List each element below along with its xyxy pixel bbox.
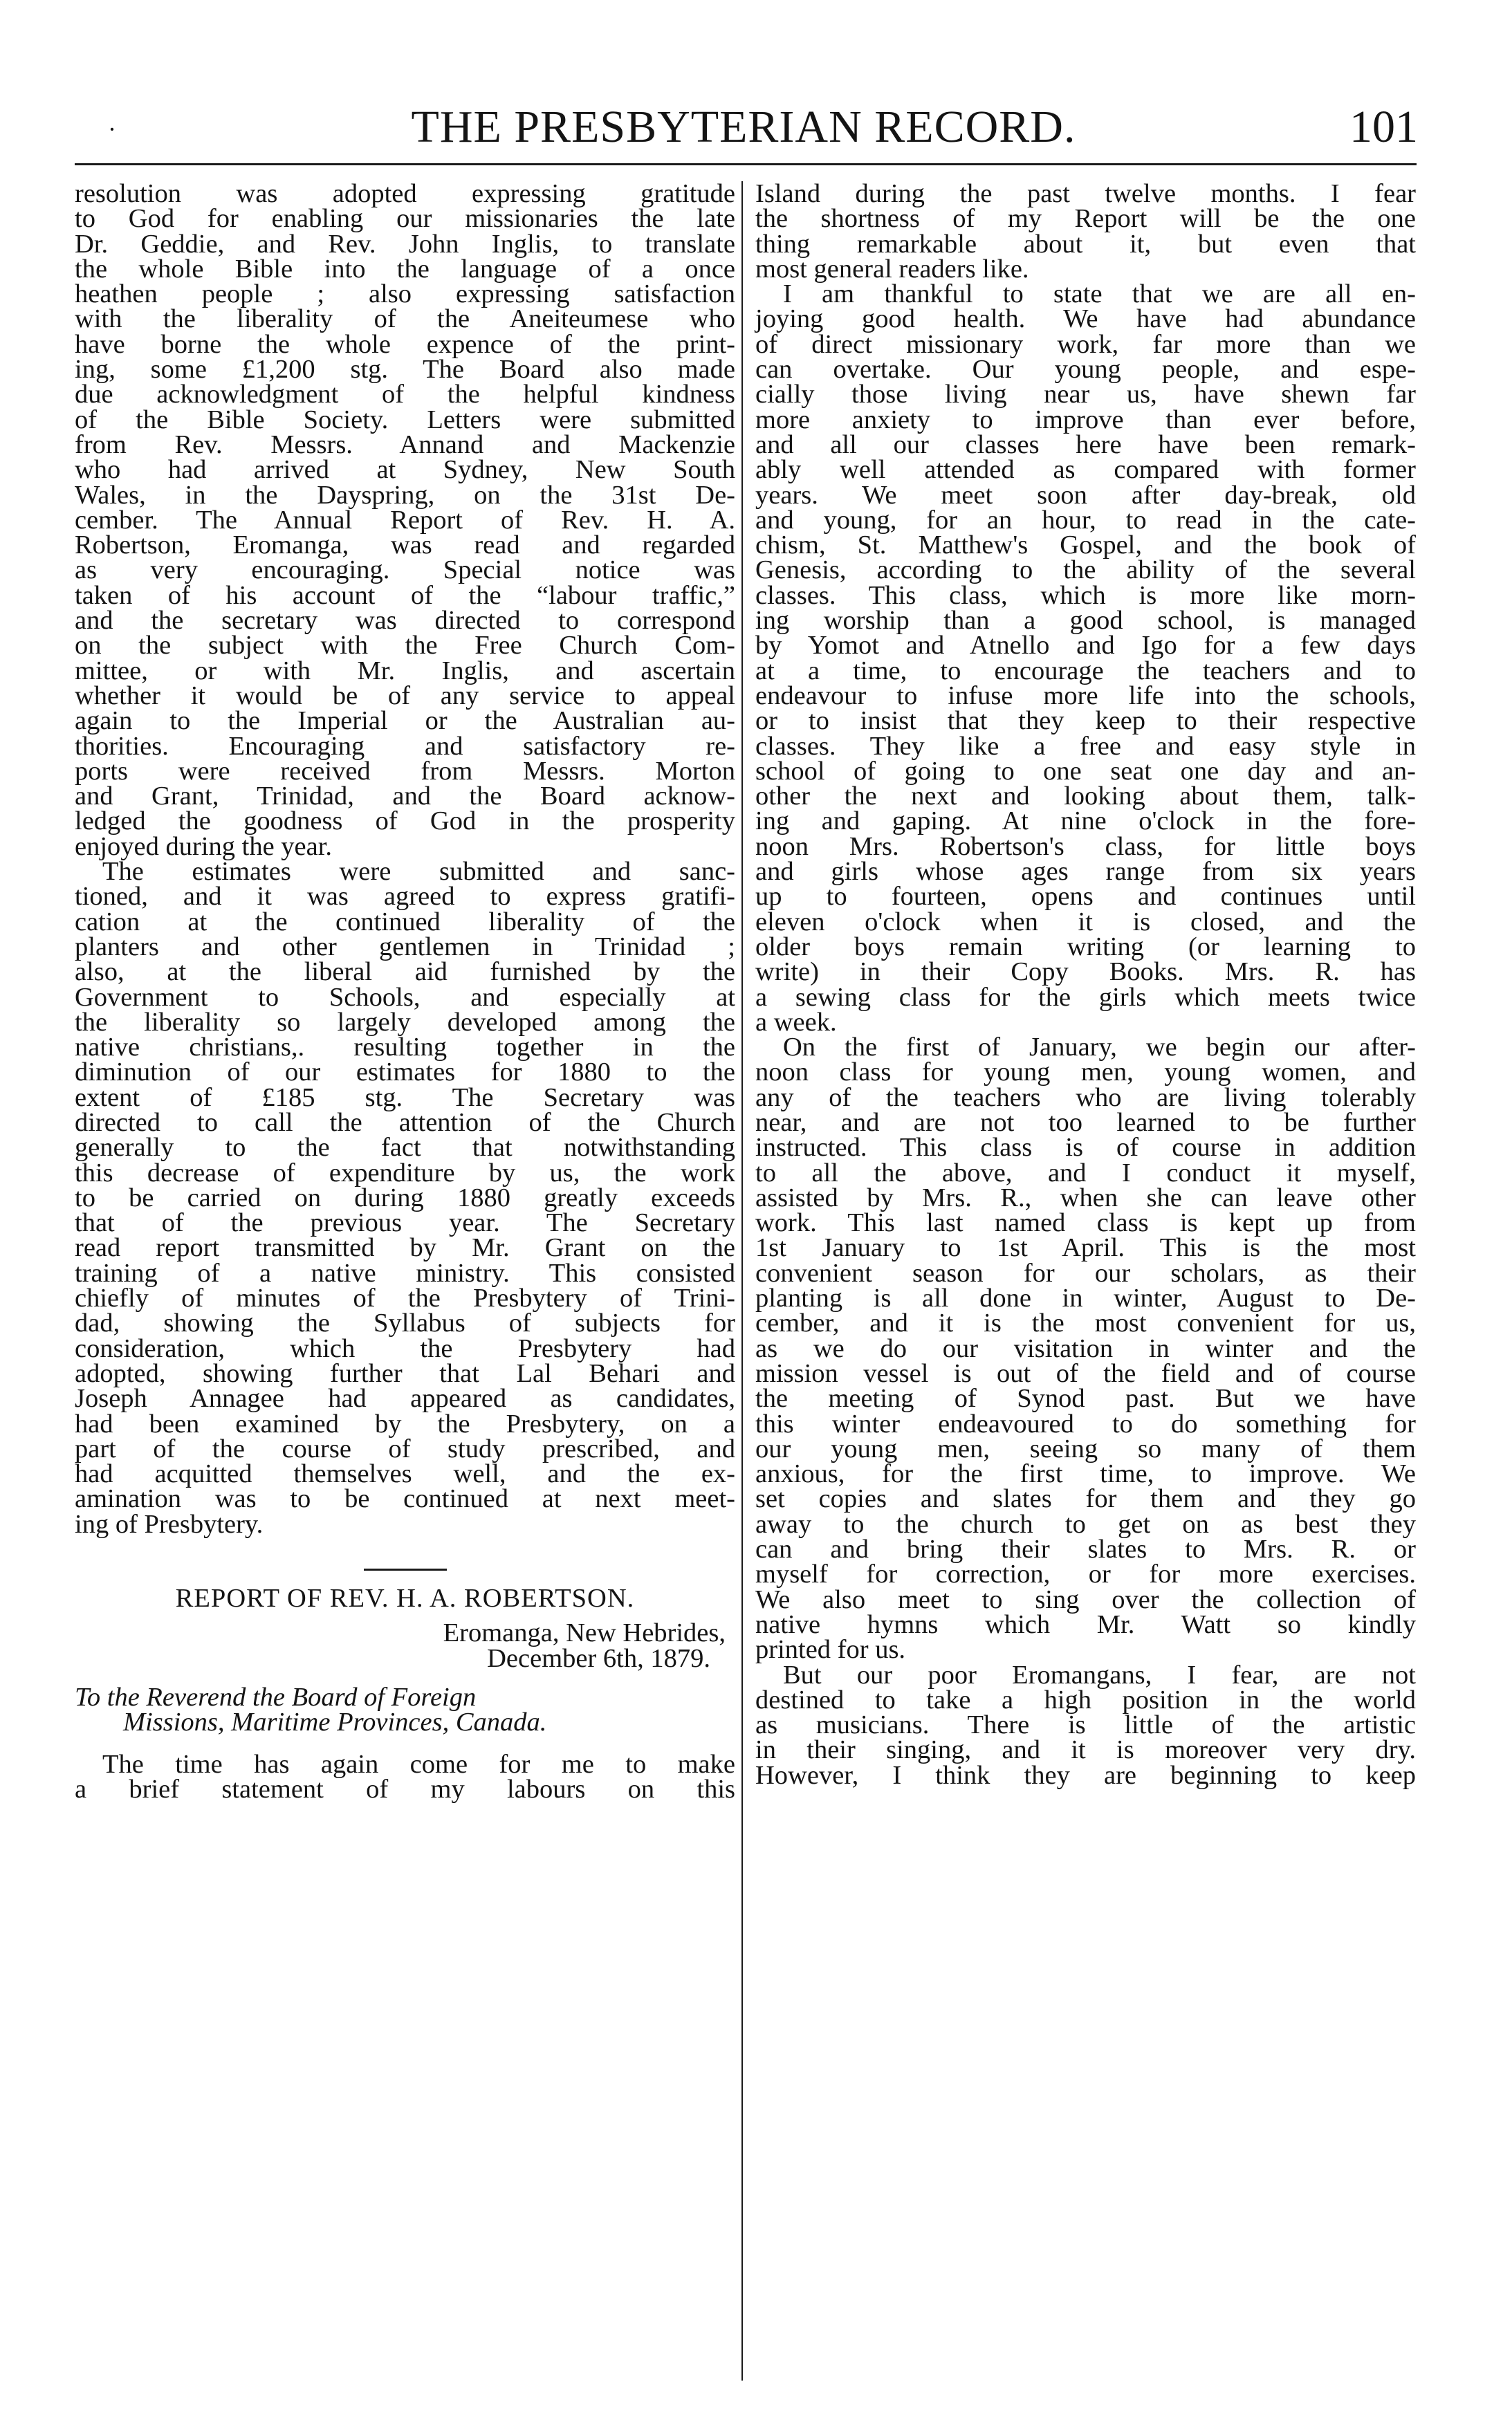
salutation-line-2: Missions, Maritime Provinces, Canada. xyxy=(123,1708,547,1737)
text-line: directed to call the attention of the Church xyxy=(75,1107,735,1137)
dateline-place: Eromanga, New Hebrides, xyxy=(443,1618,726,1648)
text-line: cation at the continued liberality of the xyxy=(75,907,735,936)
text-line: whether it would be of any service to appeal xyxy=(75,681,735,710)
header-mark: · xyxy=(108,116,116,143)
text-line: this decrease of expenditure by us, the work xyxy=(75,1158,735,1188)
text-line: instructed. This class is of course in addition xyxy=(755,1133,1416,1163)
text-line: up to fourteen, opens and continues until xyxy=(755,882,1416,912)
text-line: enjoyed during the year. xyxy=(75,831,333,861)
text-line: at a time, to encourage the teachers and to xyxy=(755,656,1416,685)
text-line: of the Bible Society. Letters were submitted xyxy=(75,405,735,434)
text-line: and all our classes here have been remark- xyxy=(755,429,1416,459)
text-line: more anxiety to improve than ever before, xyxy=(755,405,1416,434)
text-line: chiefly of minutes of the Presbytery of Trini- xyxy=(75,1284,735,1313)
text-line: On the first of January, we begin our after- xyxy=(783,1033,1416,1062)
text-line: destined to take a high position in the world xyxy=(755,1685,1416,1715)
text-line: However, I think they are beginning to keep xyxy=(755,1760,1416,1790)
text-line: cember. The Annual Report of Rev. H. A. xyxy=(75,505,735,535)
text-line: part of the course of study prescribed, and xyxy=(75,1434,735,1463)
text-line: ing, some £1,200 stg. The Board also made xyxy=(75,355,735,385)
text-line: by Yomot and Atnello and Igo for a few days xyxy=(755,631,1416,661)
right-paragraph-3 xyxy=(755,1033,1416,1665)
text-line: read report transmitted by Mr. Grant on the xyxy=(75,1233,735,1263)
text-line: resolution was adopted expressing gratitude xyxy=(75,179,735,208)
text-line: native christians,. resulting together in the xyxy=(75,1033,735,1062)
right-column xyxy=(755,181,1416,1788)
text-line: near, and are not too learned to be further xyxy=(755,1107,1416,1137)
text-line: But our poor Eromangans, I fear, are not xyxy=(783,1660,1416,1690)
text-line: set copies and slates for them and they go xyxy=(755,1484,1416,1514)
text-line: noon class for young men, young women, and xyxy=(755,1057,1416,1087)
left-column xyxy=(75,181,735,1802)
dateline-date: December 6th, 1879. xyxy=(487,1643,710,1673)
text-line: on the subject with the Free Church Com- xyxy=(75,631,735,661)
right-paragraph-4 xyxy=(755,1660,1416,1790)
text-line: to God for enabling our missionaries the late xyxy=(75,204,735,234)
text-line: this winter endeavoured to do something for xyxy=(755,1409,1416,1439)
text-line: to all the above, and I conduct it myself, xyxy=(755,1158,1416,1188)
header-rule xyxy=(75,163,1417,165)
text-line: consideration, which the Presbytery had xyxy=(75,1333,735,1363)
left-paragraph-1 xyxy=(75,181,735,859)
text-line: and young, for an hour, to read in the cate- xyxy=(755,505,1416,535)
text-line: years. We meet soon after day-break, old xyxy=(755,480,1416,510)
text-line: extent of £185 stg. The Secretary was xyxy=(75,1082,735,1112)
text-line: ledged the goodness of God in the prosperity xyxy=(75,806,735,836)
text-line: planters and other gentlemen in Trinidad ; xyxy=(75,932,735,961)
text-line: The time has again come for me to make xyxy=(102,1749,735,1779)
text-line: the whole Bible into the language of a once xyxy=(75,254,735,284)
text-line: eleven o'clock when it is closed, and the xyxy=(755,907,1416,936)
text-line: Genesis, according to the ability of the several xyxy=(755,555,1416,585)
text-line: thorities. Encouraging and satisfactory re- xyxy=(75,731,735,761)
report-heading: REPORT OF REV. H. A. ROBERTSON. xyxy=(175,1584,635,1614)
text-line: noon Mrs. Robertson's class, for little boys xyxy=(755,831,1416,861)
text-line: classes. They like a free and easy style in xyxy=(755,731,1416,761)
salutation-line-1: To the Reverend the Board of Foreign xyxy=(75,1682,477,1712)
text-line: printed for us. xyxy=(755,1635,906,1665)
text-line: a brief statement of my labours on this xyxy=(75,1774,735,1804)
text-line: thing remarkable about it, but even that xyxy=(755,229,1416,259)
text-line: have borne the whole expence of the print- xyxy=(75,329,735,359)
text-line: with the liberality of the Aneiteumese who xyxy=(75,304,735,334)
text-line: had acquitted themselves well, and the ex- xyxy=(75,1459,735,1489)
text-line: The estimates were submitted and sanc- xyxy=(102,857,735,887)
text-line: the liberality so largely developed among the xyxy=(75,1007,735,1037)
text-line: Joseph Annagee had appeared as candidates, xyxy=(75,1384,735,1414)
page-title: THE PRESBYTERIAN RECORD. xyxy=(411,102,1076,152)
text-line: tioned, and it was agreed to express gratifi- xyxy=(75,882,735,912)
text-line: taken of his account of the “labour traffic,” xyxy=(75,580,735,610)
text-line: as very encouraging. Special notice was xyxy=(75,555,735,585)
text-line: had been examined by the Presbytery, on a xyxy=(75,1409,735,1439)
text-line: the meeting of Synod past. But we have xyxy=(755,1384,1416,1414)
text-line: other the next and looking about them, talk- xyxy=(755,782,1416,811)
section-gap xyxy=(75,1537,735,1562)
text-line: classes. This class, which is more like morn- xyxy=(755,580,1416,610)
text-line: Island during the past twelve months. I fear xyxy=(755,179,1416,208)
column-divider xyxy=(741,181,743,2381)
text-line: our young men, seeing so many of them xyxy=(755,1434,1416,1463)
text-line: ing and gaping. At nine o'clock in the fore- xyxy=(755,806,1416,836)
text-line: cially those living near us, have shewn far xyxy=(755,380,1416,409)
text-line: ably well attended as compared with former xyxy=(755,455,1416,485)
text-line: a sewing class for the girls which meets twice xyxy=(755,982,1416,1012)
text-line: that of the previous year. The Secretary xyxy=(75,1208,735,1238)
text-line: work. This last named class is kept up from xyxy=(755,1208,1416,1238)
text-line: generally to the fact that notwithstanding xyxy=(75,1133,735,1163)
text-line: due acknowledgment of the helpful kindness xyxy=(75,380,735,409)
text-line: ports were received from Messrs. Morton xyxy=(75,756,735,786)
text-line: to be carried on during 1880 greatly exceeds xyxy=(75,1183,735,1212)
text-line: a week. xyxy=(755,1007,837,1037)
text-line: most general readers like. xyxy=(755,254,1029,284)
section-divider xyxy=(364,1569,447,1571)
text-line: heathen people ; also expressing satisfaction xyxy=(75,279,735,309)
text-line: joying good health. We have had abundance xyxy=(755,304,1416,334)
text-line: ing worship than a good school, is managed xyxy=(755,606,1416,636)
text-line: as musicians. There is little of the artistic xyxy=(755,1710,1416,1740)
text-line: from Rev. Messrs. Annand and Mackenzie xyxy=(75,429,735,459)
text-line: and Grant, Trinidad, and the Board acknow- xyxy=(75,782,735,811)
page-number: 101 xyxy=(1349,102,1418,152)
text-line: assisted by Mrs. R., when she can leave other xyxy=(755,1183,1416,1212)
text-line: adopted, showing further that Lal Behari and xyxy=(75,1358,735,1388)
right-paragraph-1 xyxy=(755,179,1416,284)
text-line: older boys remain writing (or learning to xyxy=(755,932,1416,961)
text-line: and the secretary was directed to correspond xyxy=(75,606,735,636)
text-line: away to the church to get on as best they xyxy=(755,1509,1416,1539)
text-line: cember, and it is the most convenient for us, xyxy=(755,1309,1416,1338)
text-line: Dr. Geddie, and Rev. John Inglis, to translate xyxy=(75,229,735,259)
text-line: again to the Imperial or the Australian au- xyxy=(75,706,735,736)
text-line: in their singing, and it is moreover very dry. xyxy=(755,1735,1416,1765)
text-line: can overtake. Our young people, and espe- xyxy=(755,355,1416,385)
text-line: Wales, in the Dayspring, on the 31st De- xyxy=(75,480,735,510)
text-line: planting is all done in winter, August to De- xyxy=(755,1284,1416,1313)
text-line: We also meet to sing over the collection of xyxy=(755,1585,1416,1614)
text-line: also, at the liberal aid furnished by the xyxy=(75,957,735,987)
text-line: training of a native ministry. This consisted xyxy=(75,1258,735,1288)
page-header xyxy=(69,101,1418,156)
text-line: and girls whose ages range from six years xyxy=(755,857,1416,887)
left-paragraph-3 xyxy=(75,1749,735,1804)
text-line: myself for correction, or for more exercises. xyxy=(755,1560,1416,1589)
text-line: native hymns which Mr. Watt so kindly xyxy=(755,1609,1416,1639)
text-line: or to insist that they keep to their respective xyxy=(755,706,1416,736)
text-line: any of the teachers who are living tolerably xyxy=(755,1082,1416,1112)
text-line: mittee, or with Mr. Inglis, and ascertain xyxy=(75,656,735,685)
text-line: chism, St. Matthew's Gospel, and the book of xyxy=(755,530,1416,560)
text-line: 1st January to 1st April. This is the most xyxy=(755,1233,1416,1263)
text-line: Robertson, Eromanga, was read and regarded xyxy=(75,530,735,560)
text-line: can and bring their slates to Mrs. R. or xyxy=(755,1535,1416,1564)
left-paragraph-2 xyxy=(75,859,735,1537)
right-paragraph-2 xyxy=(755,281,1416,1035)
text-line: anxious, for the first time, to improve. We xyxy=(755,1459,1416,1489)
text-line: dad, showing the Syllabus of subjects for xyxy=(75,1309,735,1338)
salutation-gap xyxy=(75,1735,735,1752)
text-line: endeavour to infuse more life into the schools, xyxy=(755,681,1416,710)
text-line: the shortness of my Report will be the one xyxy=(755,204,1416,234)
text-line: mission vessel is out of the field and of course xyxy=(755,1358,1416,1388)
text-line: ing of Presbytery. xyxy=(75,1509,264,1539)
text-line: I am thankful to state that we are all en- xyxy=(783,279,1416,309)
text-line: convenient season for our scholars, as their xyxy=(755,1258,1416,1288)
text-line: amination was to be continued at next meet- xyxy=(75,1484,735,1514)
text-line: of direct missionary work, far more than we xyxy=(755,329,1416,359)
text-line: school of going to one seat one day and an- xyxy=(755,756,1416,786)
text-line: diminution of our estimates for 1880 to the xyxy=(75,1057,735,1087)
text-line: Government to Schools, and especially at xyxy=(75,982,735,1012)
text-line: as we do our visitation in winter and the xyxy=(755,1333,1416,1363)
text-line: write) in their Copy Books. Mrs. R. has xyxy=(755,957,1416,987)
text-line: who had arrived at Sydney, New South xyxy=(75,455,735,485)
